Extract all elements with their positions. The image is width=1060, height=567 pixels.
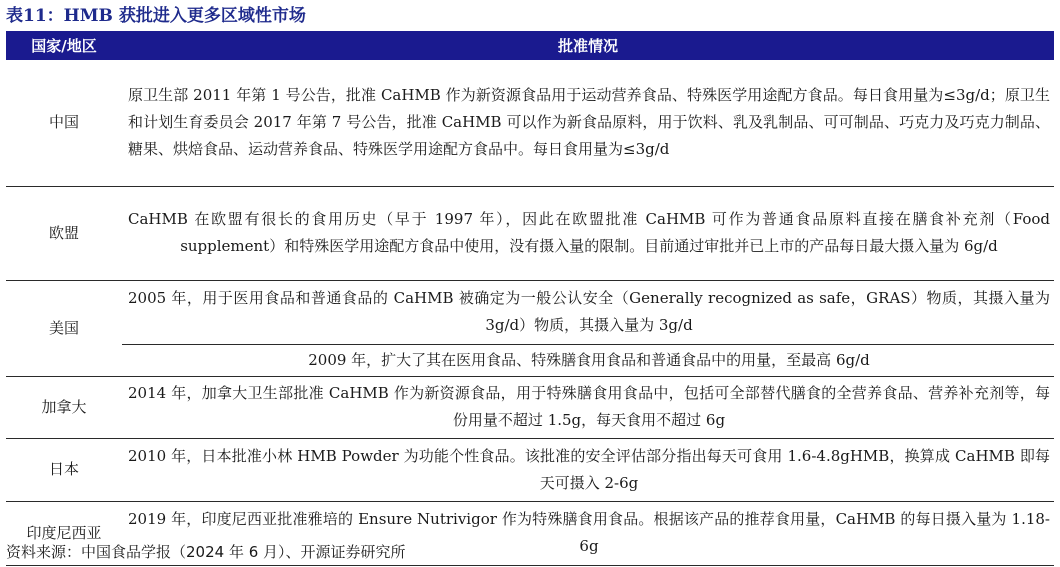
region-cell: 日本: [6, 438, 122, 501]
approval-table: [6, 31, 1054, 566]
table-row: [6, 60, 1054, 186]
region-cell: 加拿大: [6, 376, 122, 438]
table-row: [6, 280, 1054, 344]
table-row: [6, 376, 1054, 438]
region-cell: 欧盟: [6, 186, 122, 280]
column-header-region: 国家/地区: [6, 31, 122, 60]
detail-cell: CaHMB 在欧盟有很长的食用历史（早于 1997 年），因此在欧盟批准 CaHMB 可作为普通食品原料直接在膳食补充剂（Food supplement）和特殊医学用途配方食品中使用，没有摄入量的限制。目前通过审批并已上市的产品每日最大摄入量为 6g/d: [122, 186, 1054, 280]
column-header-detail: 批准情况: [122, 31, 1054, 60]
table-header-row: [6, 31, 1054, 60]
table-row: [6, 344, 1054, 376]
source-note: 资料来源：中国食品学报（2024 年 6 月）、开源证券研究所: [6, 543, 406, 561]
detail-cell: 2019 年，印度尼西亚批准雅培的 Ensure Nutrivigor 作为特殊膳食用食品。根据该产品的推荐食用量，CaHMB 的每日摄入量为 1.18-6g: [122, 501, 1054, 565]
page-title: 表11：HMB 获批进入更多区域性市场: [6, 6, 306, 26]
detail-cell: 2014 年，加拿大卫生部批准 CaHMB 作为新资源食品，用于特殊膳食用食品中，包括可全部替代膳食的全营养食品、营养补充剂等，每份用量不超过 1.5g，每天食用不超过 6g: [122, 376, 1054, 438]
detail-cell: 2010 年，日本批准小林 HMB Powder 为功能个性食品。该批准的安全评估部分指出每天可食用 1.6-4.8gHMB，换算成 CaHMB 即每天可摄入 2-6g: [122, 438, 1054, 501]
region-cell: 中国: [6, 60, 122, 186]
region-cell: 印度尼西亚: [6, 501, 122, 565]
detail-cell: 原卫生部 2011 年第 1 号公告，批准 CaHMB 作为新资源食品用于运动营养食品、特殊医学用途配方食品。每日食用量为≤3g/d；原卫生和计划生育委员会 2017 年第 7 号公告，批准 CaHMB 可以作为新食品原料，用于饮料、乳及乳制品、可可制品、巧克力及巧克力制品、糖果、烘焙食品、运动营养食品、特殊医学用途配方食品中。每日食用量为≤3g/d: [122, 60, 1054, 186]
table-row: [6, 186, 1054, 280]
detail-cell-secondary: 2009 年，扩大了其在医用食品、特殊膳食用食品和普通食品中的用量，至最高 6g/d: [122, 344, 1054, 376]
region-cell: 美国: [6, 280, 122, 376]
table-row: [6, 438, 1054, 501]
detail-cell: 2005 年，用于医用食品和普通食品的 CaHMB 被确定为一般公认安全（Generally recognized as safe，GRAS）物质，其摄入量为 3g/d）物质，其摄入量为 3g/d: [122, 280, 1054, 344]
